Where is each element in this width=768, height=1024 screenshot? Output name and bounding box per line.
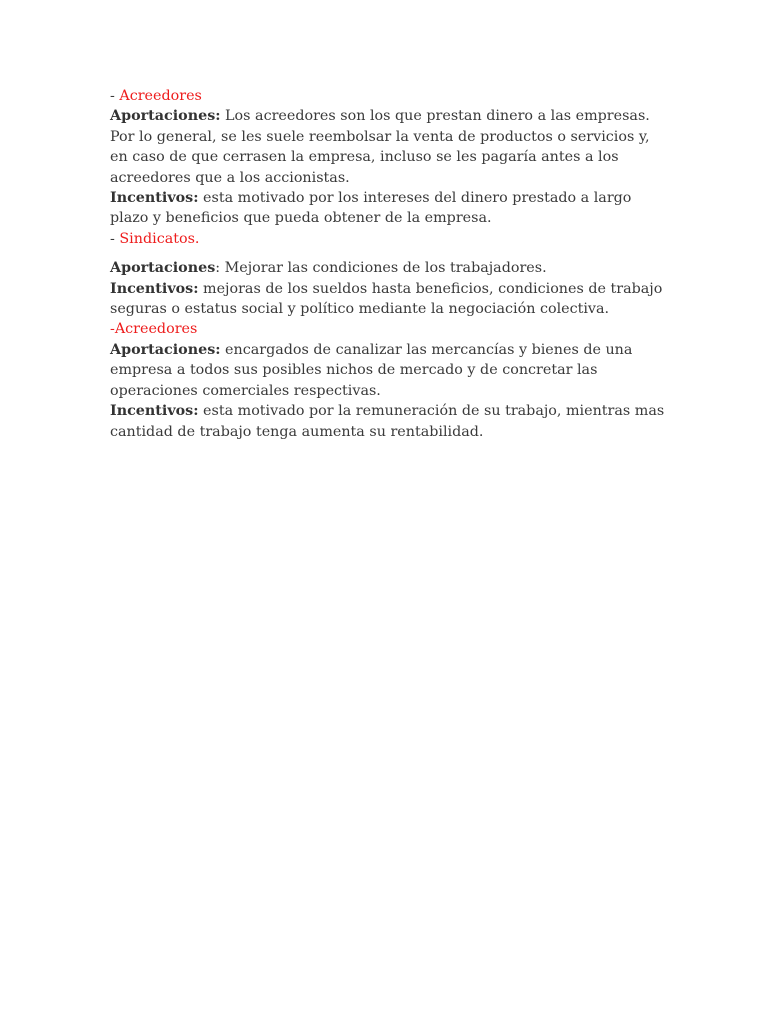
incentivos-paragraph: [110, 279, 665, 320]
incentivos-label: Incentivos:: [110, 280, 199, 297]
aportaciones-text: encargados de canalizar las mercancías y bienes de una empresa a todos sus posibles nichos de mercado y de concretar las operaciones comerciales respectivas.: [110, 341, 633, 399]
section-heading-acreedores: [110, 86, 665, 106]
heading-dash: -: [110, 230, 120, 247]
aportaciones-paragraph: [110, 106, 665, 188]
paragraph-spacer: [110, 249, 665, 258]
aportaciones-text: Los acreedores son los que prestan dinero a las empresas. Por lo general, se les suele reembolsar la venta de productos o servicios y, en caso de que cerrasen la empresa, incluso se les pagaría antes a los acreedores que a los accionistas.: [110, 108, 650, 186]
aportaciones-text: : Mejorar las condiciones de los trabajadores.: [215, 260, 547, 277]
aportaciones-paragraph: [110, 340, 665, 401]
aportaciones-label: Aportaciones:: [110, 108, 221, 125]
heading-text: Acreedores: [119, 88, 202, 104]
incentivos-paragraph: [110, 188, 665, 229]
aportaciones-label: Aportaciones: [110, 260, 216, 277]
section-heading-sindicatos: [110, 229, 665, 249]
heading-text: Sindicatos.: [119, 230, 200, 247]
incentivos-paragraph: [110, 401, 665, 442]
document-page: [110, 86, 665, 442]
incentivos-label: Incentivos:: [110, 403, 199, 420]
incentivos-text: mejoras de los sueldos hasta beneficios, condiciones de trabajo seguras o estatus social y político mediante la negociación colectiva.: [110, 280, 663, 318]
incentivos-text: esta motivado por los intereses del dinero prestado a largo plazo y beneficios que pueda obtener de la empresa.: [110, 190, 632, 227]
heading-dash: -: [110, 321, 115, 338]
aportaciones-label: Aportaciones:: [110, 341, 221, 358]
section-heading-acreedores-2: [110, 319, 665, 339]
incentivos-text: esta motivado por la remuneración de su trabajo, mientras mas cantidad de trabajo tenga aumenta su rentabilidad.: [110, 403, 665, 440]
incentivos-label: Incentivos:: [110, 190, 199, 207]
heading-text: Acreedores: [114, 321, 198, 338]
aportaciones-paragraph: [110, 258, 665, 278]
heading-dash: -: [110, 88, 120, 104]
